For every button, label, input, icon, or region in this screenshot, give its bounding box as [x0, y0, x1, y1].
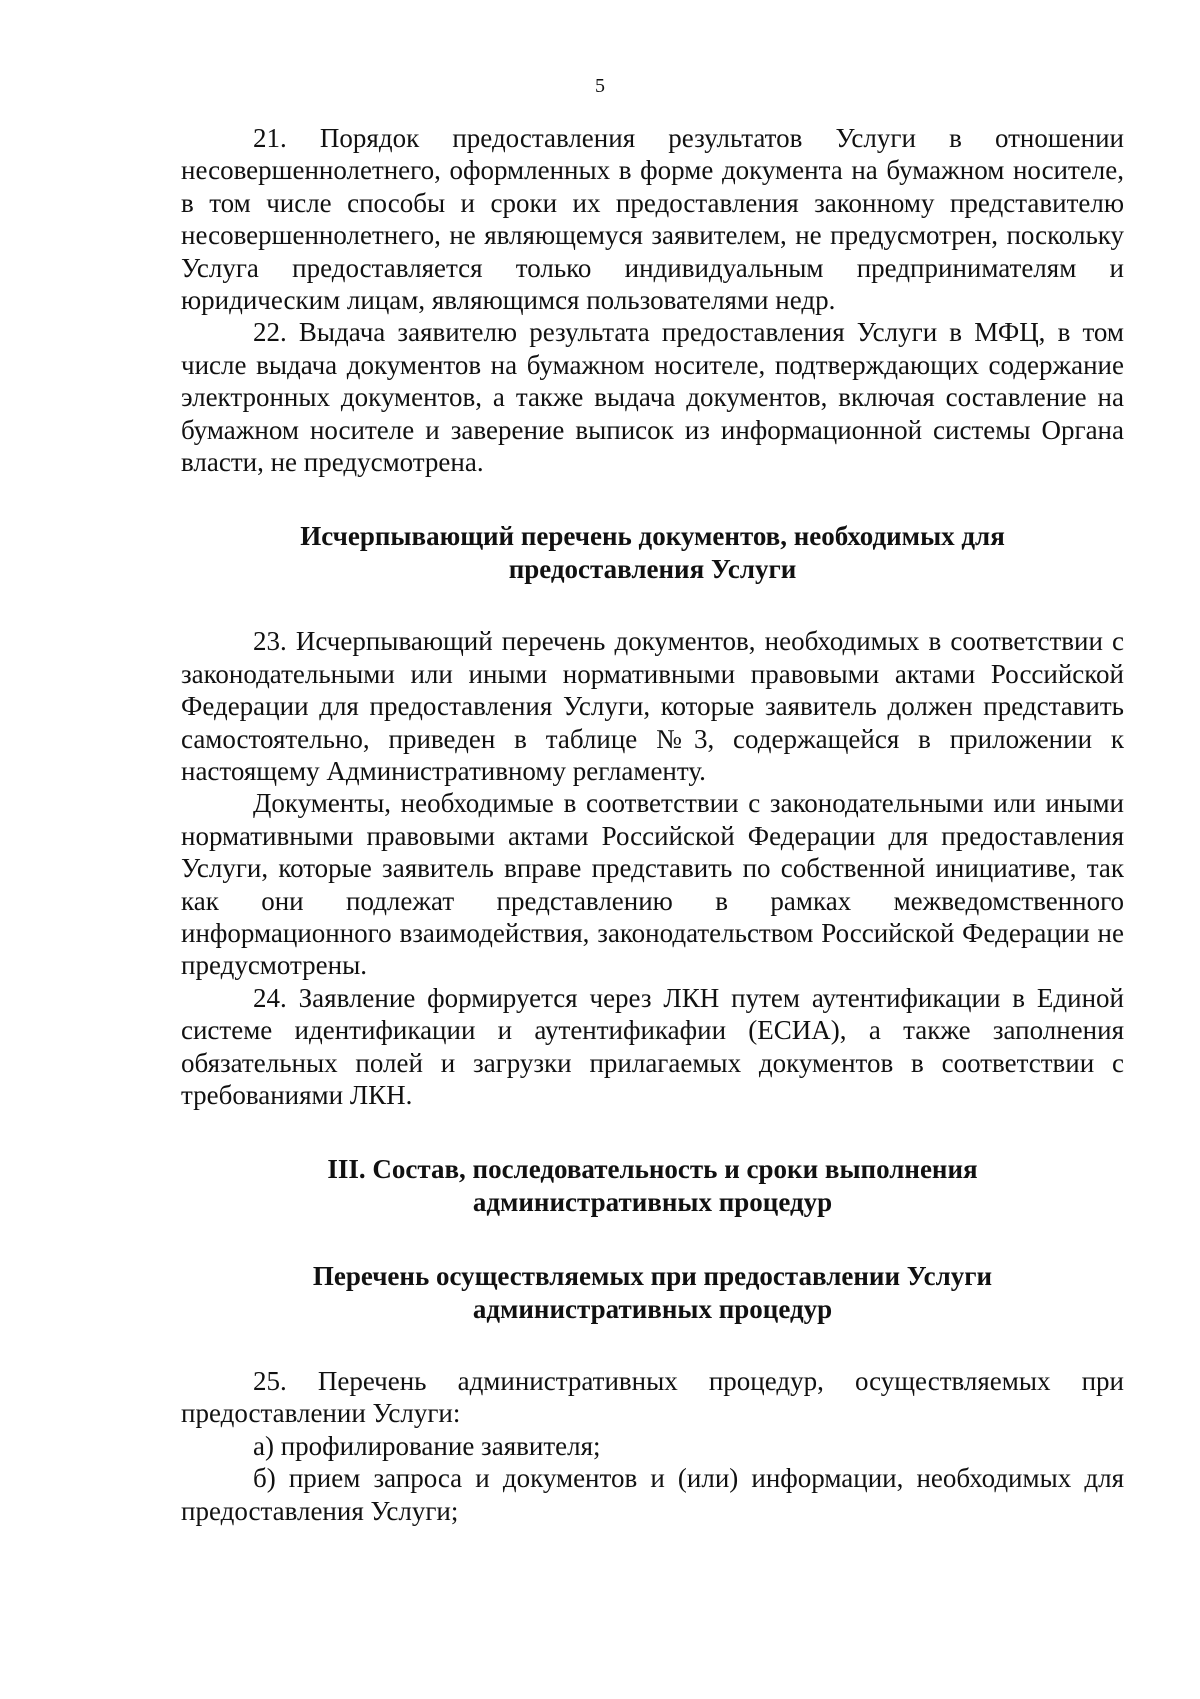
list-item-b: б) прием запроса и документов и (или) информации, необходимых для предоставления Услуги;	[181, 1463, 1124, 1526]
paragraph-23: 23. Исчерпывающий перечень документов, необходимых в соответствии с законодательными или иными нормативными правовыми актами Российской Федерации для предоставления Услуги, которые заявитель должен представить самостоятельно, приведен в таблице №3, содержащейся в приложении к настоящему Административному регламенту.	[181, 626, 1124, 786]
section-heading-procedures: Перечень осуществляемых при предоставлении Услуги административных процедур	[312, 1261, 993, 1324]
paragraph-25: 25. Перечень административных процедур, осуществляемых при предоставлении Услуги:	[181, 1366, 1124, 1429]
paragraph-22: 22. Выдача заявителю результата предоставления Услуги в МФЦ, в том числе выдача документов на бумажном носителе, подтверждающих содержание электронных документов, а также выдача документов, включая составление на бумажном носителе и заверение выписок из информационной системы Органа власти, не предусмотрена.	[181, 317, 1124, 478]
chapter-heading-iii: III. Состав, последовательность и сроки выполнения административных процедур	[327, 1154, 978, 1217]
document-body	[181, 122, 1124, 1527]
paragraph-24: 24. Заявление формируется через ЛКН путем аутентификации в Единой системе идентификации и аутентификафии (ЕСИА), а также заполнения обязательных полей и загрузки прилагаемых документов в соответствии с требованиями ЛКН.	[181, 982, 1124, 1110]
section-heading-documents: Исчерпывающий перечень документов, необходимых для предоставления Услуги	[300, 521, 1005, 584]
paragraph-21: 21. Порядок предоставления результатов Услуги в отношении несовершеннолетнего, оформленных в форме документа на бумажном носителе, в том числе способы и сроки их предоставления законному представителю несовершеннолетнего, не являющемуся заявителем, не предусмотрен, поскольку Услуга предоставляется только индивидуальным предпринимателям и юридическим лицам, являющимся пользователями недр.	[181, 123, 1124, 316]
list-item-a: а) профилирование заявителя;	[253, 1430, 601, 1461]
page-number: 5	[595, 75, 605, 97]
paragraph-23-continued: Документы, необходимые в соответствии с законодательными или иными нормативными правовыми актами Российской Федерации для предоставления Услуги, которые заявитель вправе представить по собственной инициативе, так как они подлежат представлению в рамках межведомственного информационного взаимодействия, законодательством Российской Федерации не предусмотрены.	[181, 788, 1124, 981]
